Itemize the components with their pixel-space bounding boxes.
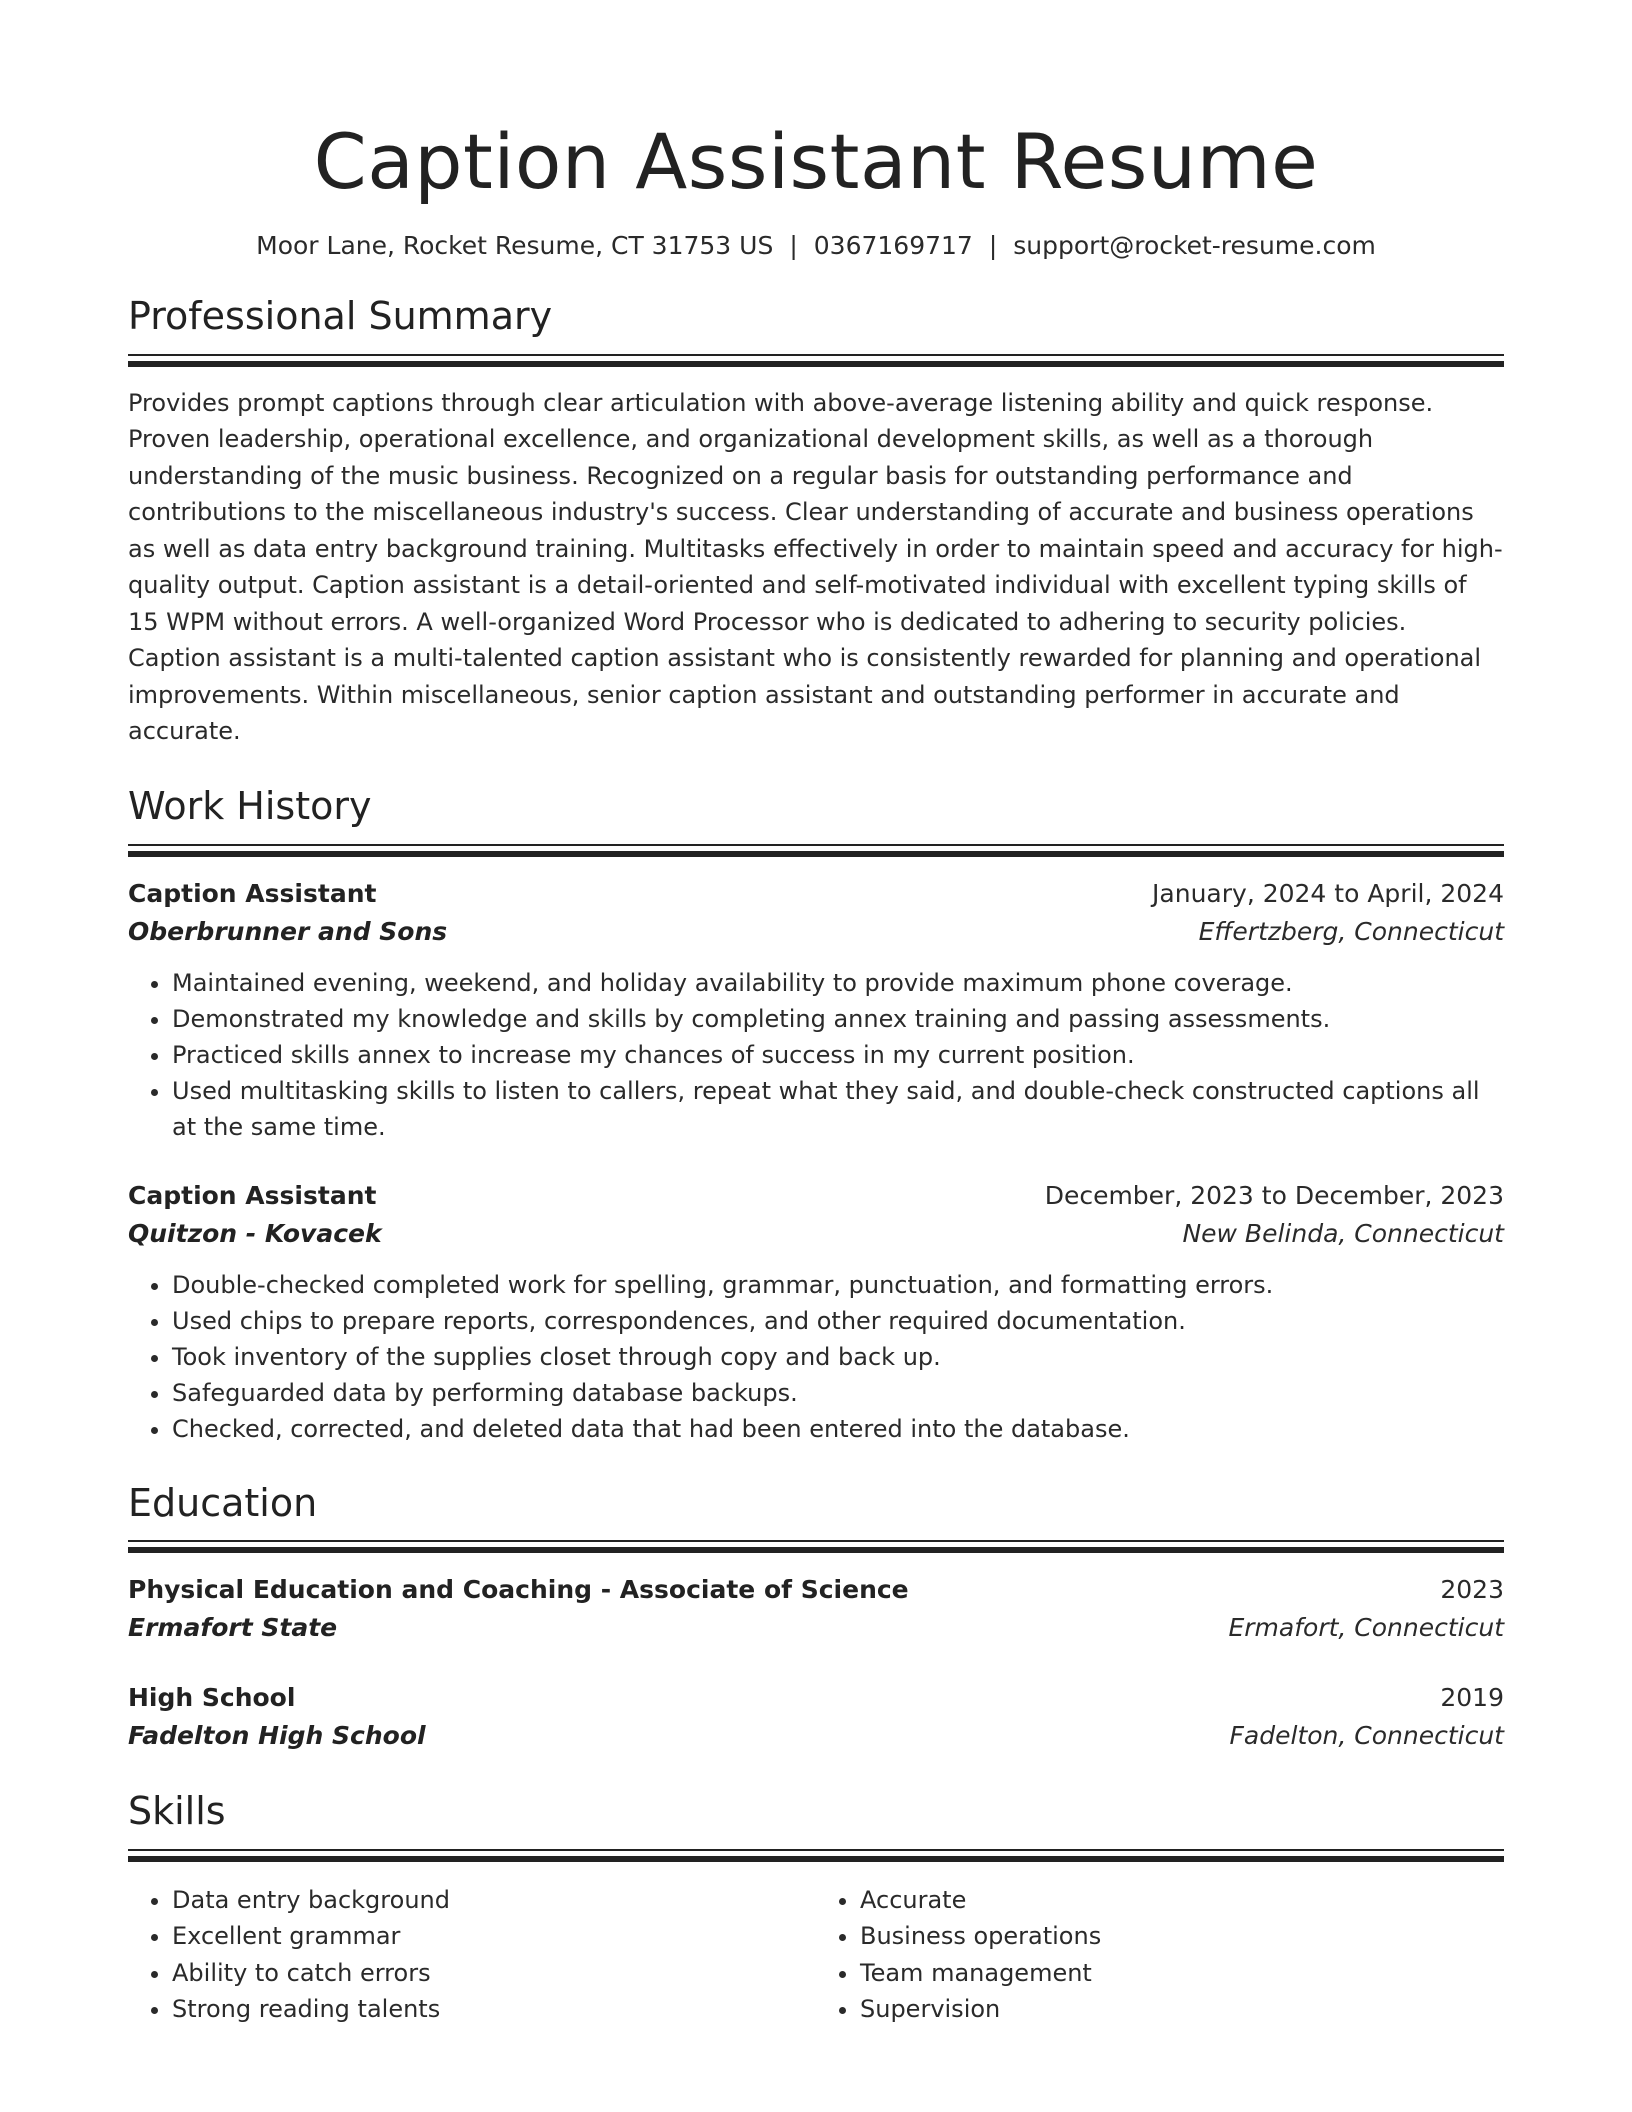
job-company: Quitzon - Kovacek — [128, 1218, 382, 1248]
section-rule-thick — [128, 1856, 1504, 1862]
list-item: • Maintained evening, weekend, and holiday availability to provide maximum phone coverage. — [172, 965, 1504, 1001]
education-section — [128, 1481, 1504, 1756]
section-rule-thick — [128, 1547, 1504, 1553]
section-rule-thick — [128, 361, 1504, 367]
job-company: Oberbrunner and Sons — [128, 916, 448, 946]
contact-phone: 0367169717 — [813, 231, 973, 261]
education-entry — [128, 1679, 1504, 1755]
job-bullets — [128, 1267, 1504, 1447]
education-location: Fadelton, Connecticut — [1229, 1721, 1504, 1751]
job-bullets — [128, 965, 1504, 1145]
section-rule — [128, 844, 1504, 846]
education-school: Ermafort State — [128, 1613, 338, 1643]
list-item: • Excellent grammar — [172, 1918, 816, 1955]
list-item: • Checked, corrected, and deleted data that had been entered into the database. — [172, 1411, 1504, 1447]
education-location: Ermafort, Connecticut — [1228, 1613, 1504, 1643]
education-entry — [128, 1571, 1504, 1647]
education-year: 2023 — [1440, 1575, 1504, 1605]
job-title: Caption Assistant — [128, 878, 377, 908]
list-item: • Ability to catch errors — [172, 1955, 816, 1992]
section-rule-thick — [128, 851, 1504, 857]
section-rule — [128, 354, 1504, 356]
section-rule — [128, 1540, 1504, 1542]
contact-separator: | — [789, 231, 798, 261]
list-item: • Data entry background — [172, 1882, 816, 1919]
education-school: Fadelton High School — [128, 1721, 426, 1751]
list-item: • Demonstrated my knowledge and skills by completing annex training and passing assessments. — [172, 1001, 1504, 1037]
list-item: • Accurate — [860, 1882, 1504, 1919]
section-rule — [128, 1849, 1504, 1851]
resume-title: Caption Assistant Resume — [313, 117, 1319, 206]
skills-section — [128, 1789, 1504, 2028]
list-item: • Took inventory of the supplies closet through copy and back up. — [172, 1339, 1504, 1375]
work-section — [128, 784, 1504, 1447]
job-location: New Belinda, Connecticut — [1182, 1218, 1504, 1248]
skills-column-right — [816, 1882, 1504, 2028]
summary-heading: Professional Summary — [128, 294, 553, 339]
list-item: • Used multitasking skills to listen to callers, repeat what they said, and double-check constructed captions all at the same time. — [172, 1073, 1504, 1145]
work-heading: Work History — [128, 783, 372, 828]
skills-heading: Skills — [128, 1789, 226, 1834]
contact-email[interactable]: support@rocket-resume.com — [1013, 231, 1376, 261]
summary-text: Provides prompt captions through clear articulation with above-average listening ability and quick response. Proven leadership, operational excellence, and organizational development skills, as well as a thorough understanding of the music business. Recognized on a regular basis for outstanding performance and contributions to the miscellaneous industry's success. Clear understanding of accurate and business operations as well as data entry background training. Multitasks effectively in order to maintain speed and accuracy for high-quality output. Caption assistant is a detail-oriented and self-motivated individual with excellent typing skills of 15 WPM without errors. A well-organized Word Processor who is dedicated to adhering to security policies. Caption assistant is a multi-talented caption assistant who is consistently rewarded for planning and operational improvements. Within miscellaneous, senior caption assistant and outstanding performer in accurate and accurate. — [128, 388, 1503, 746]
education-year: 2019 — [1440, 1683, 1504, 1713]
job-dates: December, 2023 to December, 2023 — [1044, 1180, 1504, 1210]
job-title: Caption Assistant — [128, 1180, 377, 1210]
list-item: • Used chips to prepare reports, correspondences, and other required documentation. — [172, 1303, 1504, 1339]
job-entry — [128, 875, 1504, 1145]
job-entry — [128, 1177, 1504, 1447]
education-degree: Physical Education and Coaching - Associate of Science — [128, 1575, 909, 1605]
contact-address: Moor Lane, Rocket Resume, CT 31753 US — [256, 231, 774, 261]
list-item: • Supervision — [860, 1991, 1504, 2028]
list-item: • Safeguarded data by performing database backups. — [172, 1375, 1504, 1411]
education-degree: High School — [128, 1683, 296, 1713]
list-item: • Strong reading talents — [172, 1991, 816, 2028]
list-item: • Business operations — [860, 1918, 1504, 1955]
list-item: • Double-checked completed work for spelling, grammar, punctuation, and formatting errors. — [172, 1267, 1504, 1303]
job-location: Effertzberg, Connecticut — [1198, 916, 1504, 946]
education-heading: Education — [128, 1480, 318, 1525]
contact-separator: | — [988, 231, 998, 261]
list-item: • Practiced skills annex to increase my chances of success in my current position. — [172, 1037, 1504, 1073]
summary-section — [128, 294, 1504, 750]
contact-line — [128, 231, 1504, 260]
job-dates: January, 2024 to April, 2024 — [1152, 878, 1504, 908]
skills-column-left — [128, 1882, 816, 2028]
skills-list — [128, 1882, 1504, 2028]
list-item: • Team management — [860, 1955, 1504, 1992]
